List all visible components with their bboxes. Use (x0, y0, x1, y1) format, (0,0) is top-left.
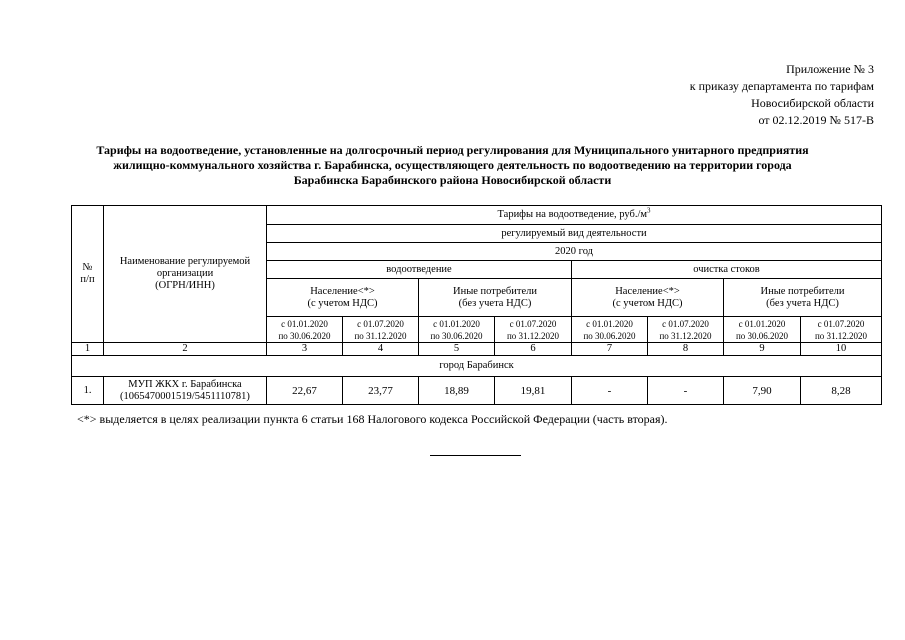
column-number: 1 (72, 343, 104, 356)
footnote: <*> выделяется в целях реализации пункта 6 статьи 168 Налогового кодекса Российской Федерации (часть вторая). (77, 412, 668, 426)
period-cell: с 01.01.2020 по 30.06.2020 (572, 317, 648, 343)
appendix-number: Приложение № 3 (786, 62, 874, 76)
column-number: 4 (343, 343, 419, 356)
column-number: 5 (419, 343, 495, 356)
column-number: 10 (801, 343, 882, 356)
tariff-value: 8,28 (801, 377, 882, 405)
column-number: 9 (724, 343, 801, 356)
title-line-2: жилищно-коммунального хозяйства г. Барабинска, осуществляющего деятельность по водоотведению на территории города (113, 158, 792, 172)
row-number: 1. (72, 377, 104, 405)
header-population-2: Население<*> (с учетом НДС) (572, 279, 724, 317)
column-number: 3 (267, 343, 343, 356)
tariff-table (71, 205, 882, 405)
period-cell: с 01.07.2020 по 31.12.2020 (801, 317, 882, 343)
period-cell: с 01.01.2020 по 30.06.2020 (267, 317, 343, 343)
unit-superscript: 3 (647, 206, 651, 215)
header-group-treatment: очистка стоков (572, 261, 882, 279)
header-tariffs: Тарифы на водоотведение, $руб./м^3$ (267, 206, 882, 225)
document-title (40, 143, 865, 188)
header-other-2: Иные потребители (без учета НДС) (724, 279, 882, 317)
column-number: 2 (104, 343, 267, 356)
header-group-drainage: водоотведение (267, 261, 572, 279)
tariff-value: 22,67 (267, 377, 343, 405)
title-line-1: Тарифы на водоотведение, установленные на долгосрочный период регулирования для Муниципального унитарного предприятия (96, 143, 809, 157)
appendix-order-date: от 02.12.2019 № 517-В (758, 113, 874, 127)
header-row-number: № п/п (72, 206, 104, 343)
title-line-3: Барабинска Барабинского района Новосибирской области (293, 173, 612, 187)
tariff-value: - (572, 377, 648, 405)
header-organization: Наименование регулируемой организации (ОГРН/ИНН) (104, 206, 267, 343)
period-cell: с 01.01.2020 по 30.06.2020 (724, 317, 801, 343)
tariff-value: 19,81 (495, 377, 572, 405)
organization-name: МУП ЖКХ г. Барабинска (1065470001519/5451110781) (104, 377, 267, 405)
column-number: 7 (572, 343, 648, 356)
appendix-order-ref: к приказу департамента по тарифам (689, 79, 874, 93)
tariff-value: 23,77 (343, 377, 419, 405)
appendix-region: Новосибирской области (751, 96, 874, 110)
header-year: 2020 год (267, 243, 882, 261)
tariff-value: 18,89 (419, 377, 495, 405)
column-number: 6 (495, 343, 572, 356)
header-activity: регулируемый вид деятельности (267, 225, 882, 243)
header-other-1: Иные потребители (без учета НДС) (419, 279, 572, 317)
tariff-value: - (648, 377, 724, 405)
appendix-header (690, 61, 874, 129)
header-population-1: Население<*> (с учетом НДС) (267, 279, 419, 317)
city-row: город Барабинск (72, 356, 882, 377)
period-cell: с 01.07.2020 по 31.12.2020 (343, 317, 419, 343)
end-divider (430, 455, 521, 456)
period-cell: с 01.07.2020 по 31.12.2020 (648, 317, 724, 343)
column-number: 8 (648, 343, 724, 356)
tariff-value: 7,90 (724, 377, 801, 405)
period-cell: с 01.07.2020 по 31.12.2020 (495, 317, 572, 343)
period-cell: с 01.01.2020 по 30.06.2020 (419, 317, 495, 343)
